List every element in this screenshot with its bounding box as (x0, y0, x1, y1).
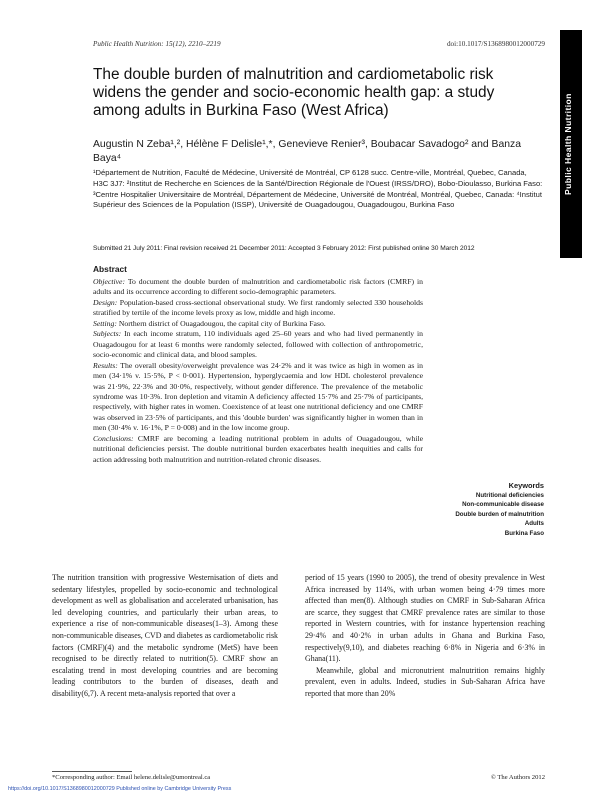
abstract-text: CMRF are becoming a leading nutritional problem in adults of Ouagadougou, while nutritional deficiencies persist. The double nutritional burden exacerbates health inequities and calls for action addressing both malnutrition and nutrition-related chronic diseases. (93, 433, 424, 464)
abstract-setting (93, 319, 423, 329)
abstract-label: Objective: (93, 277, 126, 286)
keyword-item: Burkina Faso (504, 529, 544, 537)
copyright-notice: © The Authors 2012 (490, 774, 545, 781)
keyword-item: Non-communicable disease (462, 501, 544, 509)
abstract-label: Conclusions: (93, 433, 134, 443)
keyword-item: Adults (524, 520, 544, 528)
abstract-label: Design: (93, 297, 118, 307)
abstract-heading: Abstract (93, 264, 127, 274)
abstract-text: To document the double burden of malnutrition and cardiometabolic risk factors (CMRF) in adults and its occurrence according to different socio-demographic parameters. (93, 277, 423, 297)
abstract-design (93, 298, 423, 319)
keywords-box (430, 481, 544, 539)
abstract-objective (93, 277, 423, 298)
abstract-label: Results: (93, 360, 118, 370)
journal-citation: Public Health Nutrition: 15(12), 2210–2219 (93, 40, 221, 48)
body-paragraph: The nutrition transition with progressive Westernisation of diets and sedentary lifestyles, propelled by socio-economic and technological development as well as globalisation and accelerated urbanisation, has led developing countries, and particularly their urban areas, to experience a rise of non-communicable diseases(1–3). Among these non-communicable diseases, CVD and diabetes as cardiometabolic risk factors (CMRF)(4) and the metabolic syndrome (MetS) have been recognised to be directly related to nutrition(5). CMRF show an escalating trend in most developing countries and are becoming leading contributors to the burden of diseases, death and disability(6,7). A recent meta-analysis reported that over a (52, 573, 278, 698)
affiliations: ¹Département de Nutrition, Faculté de Médecine, Université de Montréal, CP 6128 succ. Centre-ville, Montréal, Quebec, Canada, H3C 3J7: ²Institut de Recherche en Sciences de la Santé/Direction Régionale de l'Ouest (IRSS/DRO), Bobo-Dioulasso, Burkina Faso: ³Centre Hospitalier Universitaire de Montréal, Département de Médecine, Université de Montréal, Montréal, Quebec, Canada: ⁴Institut Supérieur des Sciences de la Population (ISSP), Université de Ouagadougou, Ouagadougou, Burkina Faso (93, 168, 543, 210)
abstract-text: Population-based cross-sectional observational study. We first randomly selected 330 households stratified by tertile of the income levels proxy as low, middle and high income. (93, 297, 423, 318)
journal-sidebar-label: Public Health Nutrition (563, 93, 573, 195)
article-title: The double burden of malnutrition and cardiometabolic risk widens the gender and socio-economic health gap: a study among adults in Burkina Faso (West Africa) (93, 66, 495, 119)
abstract-text: The overall obesity/overweight prevalence was 24·2% and it was twice as high in women as in men (34·1% v. 15·5%, P < 0·001). Hypertension, hyperglycaemia and low HDL cholesterol prevalence was 21·9%, 22·3% and 30·0%, respectively, without gender difference. The prevalence of the metabolic syndrome was 10·3%. Iron depletion and vitamin A deficiency affected 15·7% and 25·7% of participants, respectively, with higher rates in women. Coexistence of at least one nutritional deficiency and one CMRF was observed in 23·5% of participants, and this 'double burden' was significantly higher in women than in men (30·4% v. 16·1%, P = 0·008) and in the low income group. (93, 360, 423, 433)
abstract-label: Setting: (93, 318, 117, 328)
abstract-label: Subjects: (93, 329, 122, 339)
body-paragraph: period of 15 years (1990 to 2005), the trend of obesity prevalence in West Africa increased by 114%, with urban women being 4·79 times more affected than men(8). Although studies on CMRF in Sub-Saharan Africa are scarce, they suggest that CMRF prevalence rates are similar to those reported in Western countries, with for instance hypertension reaching 29·4% and 40·2% in urban adults in Ghana and Burkina Faso, respectively(9,10), and diabetes reaching 6·8% in Nigeria and 6·3% in Ghana(11). (305, 573, 545, 664)
keywords-heading: Keywords (508, 481, 544, 490)
corresponding-author-footnote: *Corresponding author: Email helene.delisle@umontreal.ca (52, 774, 211, 781)
body-paragraph: Meanwhile, global and micronutrient malnutrition remains highly prevalent, even in adults. Indeed, studies in Sub-Saharan Africa have reported that more than 20% (305, 665, 545, 698)
body-column-right (305, 572, 545, 700)
abstract-results (93, 361, 423, 434)
footnote-divider (52, 771, 132, 772)
abstract-text: Northern district of Ouagadougou, the capital city of Burkina Faso. (118, 318, 326, 328)
abstract-text: In each income stratum, 110 individuals aged 25–60 years and who had lived permanently in Ouagadougou for at least 6 months were randomly selected, followed with collection of anthropometric, socio-economic and clinical data, and blood samples. (93, 329, 424, 360)
body-column-left (52, 572, 278, 700)
doi-label: doi:10.1017/S1368980012000729 (446, 40, 545, 48)
author-list: Augustin N Zeba¹,², Hélène F Delisle¹,*, Genevieve Renier³, Boubacar Savadogo² and Banza Baya⁴ (93, 139, 521, 164)
abstract-subjects (93, 329, 423, 360)
doi-link[interactable]: https://doi.org/10.1017/S1368980012000729 Published online by Cambridge University Press (8, 786, 232, 792)
keyword-item: Nutritional deficiencies (475, 491, 544, 499)
abstract-body (93, 277, 423, 465)
abstract-conclusions (93, 434, 423, 465)
keyword-item: Double burden of malnutrition (455, 510, 544, 518)
submission-dates: Submitted 21 July 2011: Final revision received 21 December 2011: Accepted 3 February 2012: First published online 30 March 2012 (93, 245, 475, 252)
